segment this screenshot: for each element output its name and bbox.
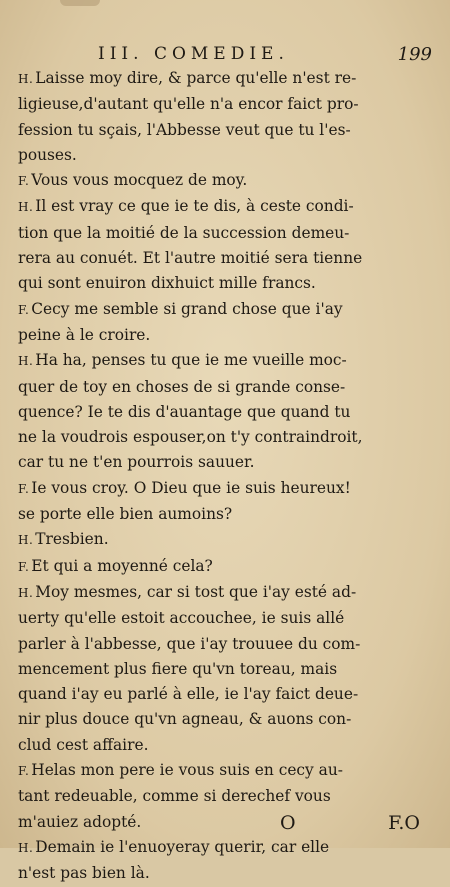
signature-mark: F.O bbox=[388, 812, 420, 834]
text-line bbox=[18, 450, 436, 475]
line-text: Helas mon pere ie vous suis en cecy au- bbox=[31, 761, 343, 780]
text-line bbox=[18, 323, 436, 348]
line-text: quer de toy en choses de si grande conse- bbox=[18, 377, 346, 396]
text-line bbox=[18, 580, 436, 606]
speaker-label: F. bbox=[18, 481, 30, 496]
text-line bbox=[18, 784, 436, 809]
line-text: tant redeuable, comme si derechef vous bbox=[18, 787, 331, 806]
line-text: clud cest affaire. bbox=[18, 735, 149, 754]
line-text: Demain ie l'enuoyeray querir, car elle bbox=[35, 837, 330, 856]
line-text: Moy mesmes, car si tost que i'ay esté ad- bbox=[35, 582, 357, 601]
text-line bbox=[18, 682, 436, 707]
line-text: ne la voudrois espouser,on t'y contraindroit, bbox=[18, 428, 363, 447]
text-line bbox=[18, 606, 436, 631]
speaker-label: F. bbox=[18, 559, 30, 574]
text-line bbox=[18, 221, 436, 246]
speaker-label: H. bbox=[18, 840, 34, 855]
line-text: Laisse moy dire, & parce qu'elle n'est re- bbox=[35, 69, 357, 87]
running-head: III. COMEDIE. bbox=[98, 44, 289, 64]
line-text: mencement plus fiere qu'vn toreau, mais bbox=[18, 659, 338, 678]
text-line bbox=[18, 527, 436, 553]
text-line bbox=[18, 297, 436, 323]
text-line bbox=[18, 400, 436, 425]
text-line bbox=[18, 861, 436, 886]
speaker-label: F. bbox=[18, 302, 30, 317]
text-line bbox=[18, 271, 436, 296]
text-line bbox=[18, 348, 436, 374]
text-line bbox=[18, 92, 436, 117]
text-line bbox=[18, 657, 436, 682]
line-text: Ie vous croy. O Dieu que ie suis heureux! bbox=[31, 478, 351, 497]
line-text: peine à le croire. bbox=[18, 325, 151, 344]
page-number: 199 bbox=[397, 44, 432, 65]
page-header bbox=[18, 44, 432, 68]
line-text: tion que la moitié de la succession demeu- bbox=[18, 223, 350, 242]
line-text: Il est vray ce que ie te dis, à ceste condi- bbox=[35, 197, 354, 216]
line-text: Cecy me semble si grand chose que i'ay bbox=[31, 299, 343, 318]
text-line bbox=[18, 425, 436, 450]
text-line bbox=[18, 118, 436, 143]
text-line bbox=[18, 168, 436, 194]
line-text: parler à l'abbesse, que i'ay trouuee du com- bbox=[18, 634, 361, 653]
page-text bbox=[18, 66, 436, 887]
speaker-label: H. bbox=[18, 354, 34, 369]
text-line bbox=[18, 143, 436, 168]
line-text: rera au conuét. Et l'autre moitié sera tienne bbox=[18, 249, 363, 268]
line-text: m'auiez adopté. bbox=[18, 812, 142, 831]
line-text: se porte elle bien aumoins? bbox=[18, 505, 233, 524]
line-text: n'est pas bien là. bbox=[18, 864, 150, 883]
speaker-label: H. bbox=[18, 533, 34, 548]
line-text: qui sont enuiron dixhuict mille francs. bbox=[18, 274, 316, 293]
line-text: Tresbien. bbox=[35, 530, 109, 549]
line-text: Et qui a moyenné cela? bbox=[31, 556, 213, 575]
line-text: Vous vous mocquez de moy. bbox=[31, 171, 248, 190]
text-line bbox=[18, 194, 436, 220]
speaker-label: H. bbox=[18, 72, 34, 86]
speaker-label: F. bbox=[18, 174, 30, 189]
line-text: quence? Ie te dis d'auantage que quand tu bbox=[18, 402, 351, 421]
text-line bbox=[18, 758, 436, 784]
line-text: car tu ne t'en pourrois sauuer. bbox=[18, 453, 255, 472]
line-text: fession tu sçais, l'Abbesse veut que tu l'es- bbox=[18, 120, 351, 139]
line-text: quand i'ay eu parlé à elle, ie l'ay faict deue- bbox=[18, 685, 359, 704]
text-line bbox=[18, 246, 436, 271]
page-footer bbox=[18, 812, 432, 840]
text-line bbox=[18, 375, 436, 400]
catchword: O bbox=[280, 812, 296, 834]
line-text: pouses. bbox=[18, 145, 77, 164]
text-line bbox=[18, 66, 436, 92]
line-text: uerty qu'elle estoit accouchee, ie suis allé bbox=[18, 609, 345, 628]
text-line bbox=[18, 733, 436, 758]
text-line bbox=[18, 554, 436, 580]
line-text: Ha ha, penses tu que ie me vueille moc- bbox=[35, 351, 347, 370]
line-text: ligieuse,d'autant qu'elle n'a encor faict pro- bbox=[18, 95, 359, 114]
text-line bbox=[18, 632, 436, 657]
speaker-label: H. bbox=[18, 200, 34, 215]
speaker-label: F. bbox=[18, 764, 30, 779]
text-line bbox=[18, 502, 436, 527]
line-text: nir plus douce qu'vn agneau, & auons con- bbox=[18, 710, 352, 729]
text-line bbox=[18, 476, 436, 502]
speaker-label: H. bbox=[18, 585, 34, 600]
page-edge-wear bbox=[60, 0, 100, 6]
text-line bbox=[18, 707, 436, 732]
